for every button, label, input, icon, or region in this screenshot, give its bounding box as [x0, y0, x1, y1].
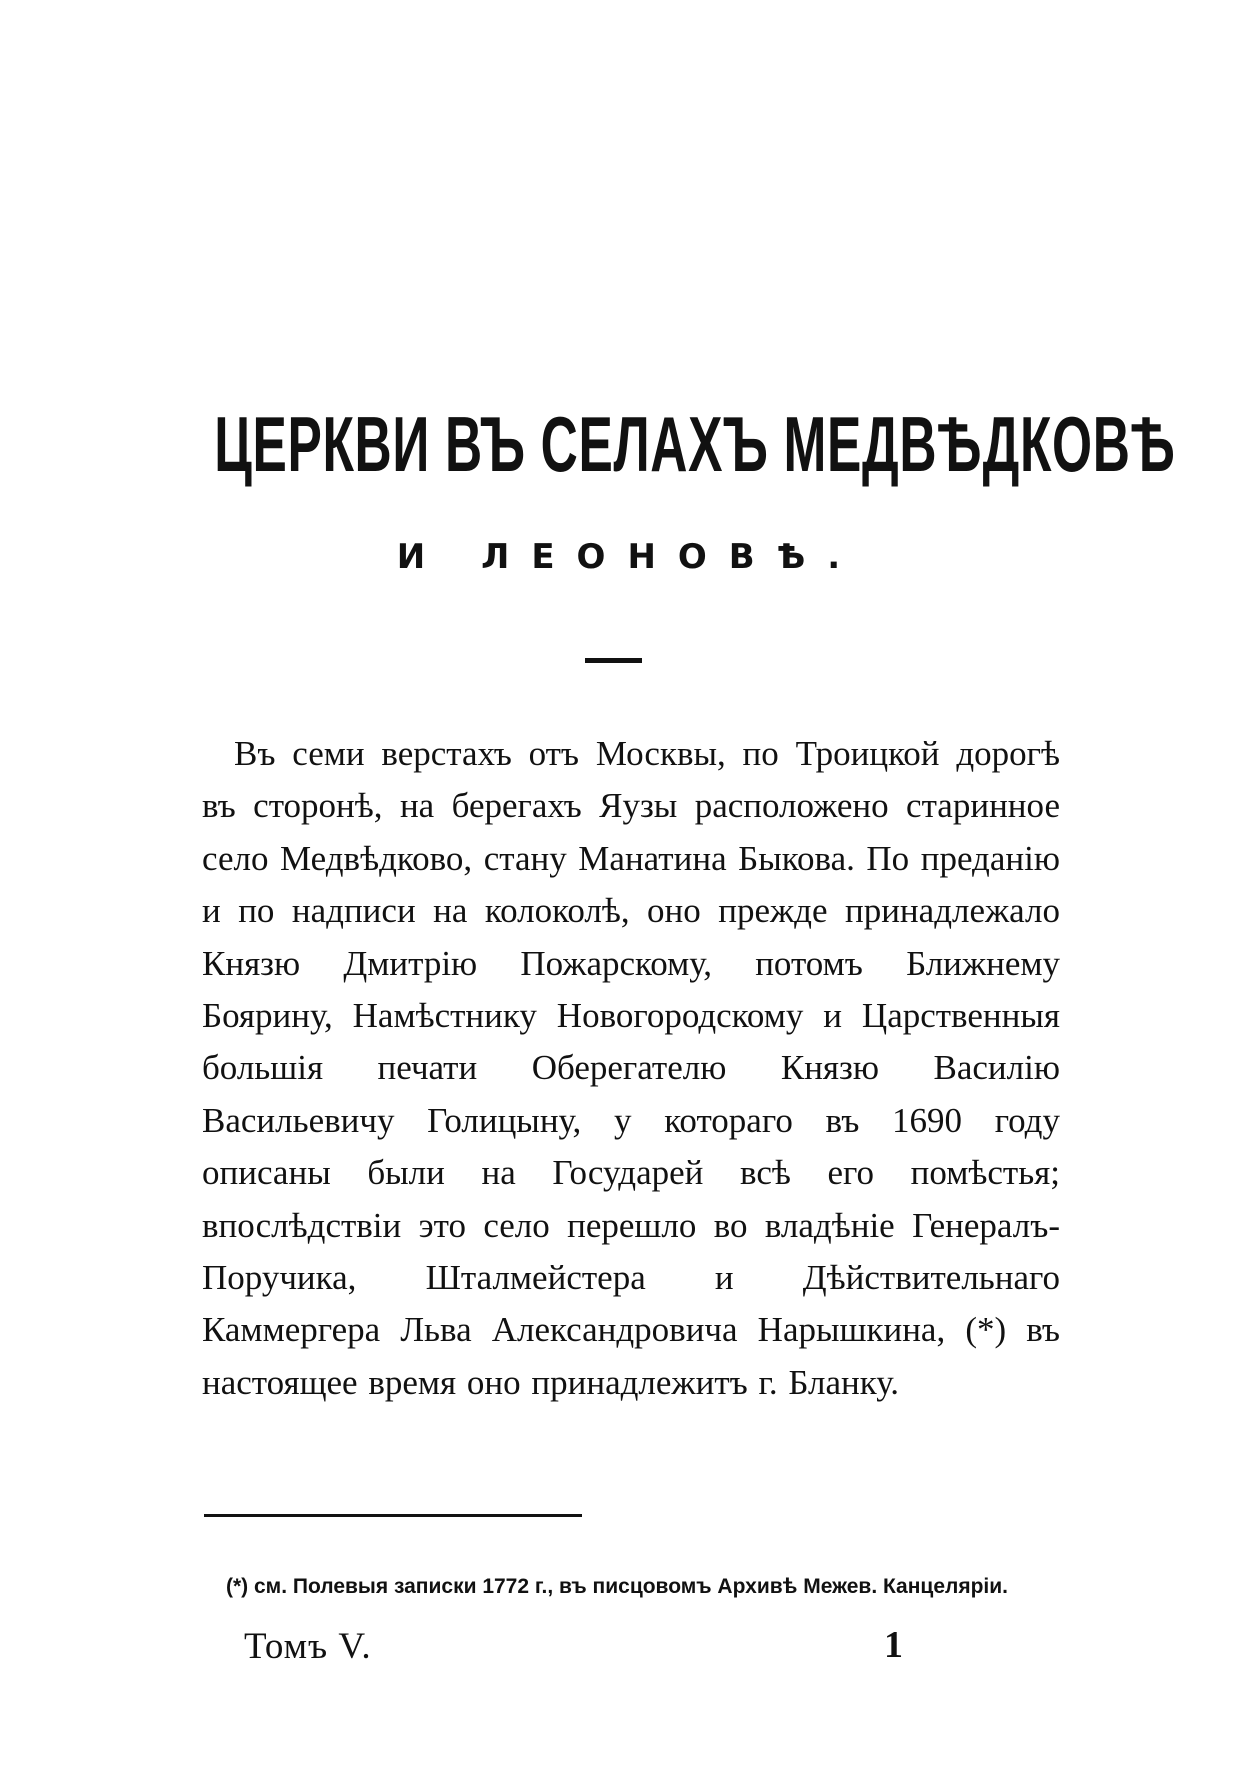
footnote-text: (*) см. Полевыя записки 1772 г., въ писцовомъ Архивѣ Межев. Канцеляріи.	[226, 1575, 1009, 1598]
page-subtitle: И ЛЕОНОВѢ.	[396, 537, 863, 577]
section-dash-divider	[585, 658, 642, 663]
volume-label: Томъ V.	[244, 1626, 372, 1667]
body-paragraph: Въ семи верстахъ отъ Москвы, по Троицкой дорогѣ въ сторонѣ, на берегахъ Яузы расположено старинное село Медвѣдково, стану Манатина Быкова. По преданію и по надписи на колоколѣ, оно прежде принадлежало Князю Дмитрію Пожарскому, потомъ Ближнему Боярину, Намѣстнику Новогородскому и Царственныя большія печати Оберегателю Князю Василію Васильевичу Голицыну, у котораго въ 1690 году описаны были на Государей всѣ его помѣстья; впослѣдствіи это село перешло во владѣніе Генералъ-Поручика, Шталмейстера и Дѣйствительнаго Каммергера Льва Александровича Нарышкина, (*) въ настоящее время оно принадлежитъ г. Бланку.	[202, 734, 1060, 1402]
page-title: ЦЕРКВИ ВЪ СЕЛАХЪ МЕДВѢДКОВѢ	[214, 400, 1176, 488]
footnote-rule	[204, 1514, 582, 1517]
page-number: 1	[884, 1624, 903, 1666]
